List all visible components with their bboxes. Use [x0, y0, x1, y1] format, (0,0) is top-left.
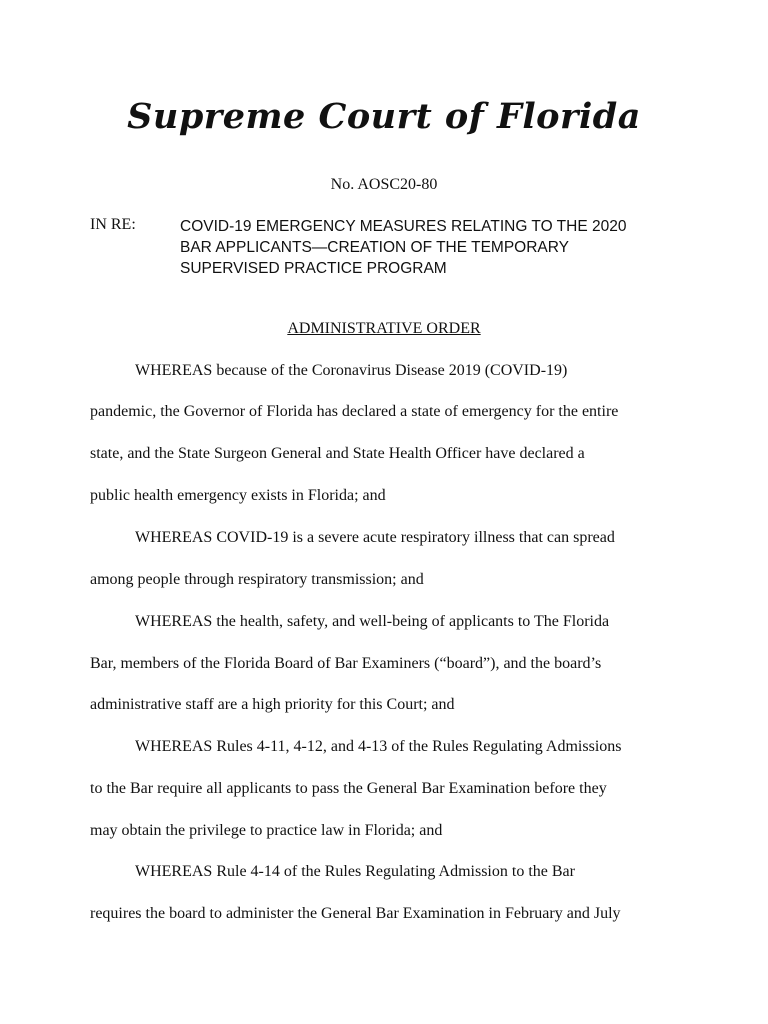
in-re-line: BAR APPLICANTS—CREATION OF THE TEMPORARY	[180, 239, 570, 256]
in-re-line: SUPERVISED PRACTICE PROGRAM	[180, 260, 447, 277]
body-line: administrative staff are a high priority for this Court; and	[90, 696, 455, 713]
body-line: public health emergency exists in Florida; and	[90, 487, 386, 504]
body-line: WHEREAS Rule 4-14 of the Rules Regulating Admission to the Bar	[135, 863, 575, 880]
body-line: pandemic, the Governor of Florida has declared a state of emergency for the entire	[90, 403, 619, 420]
body-line: WHEREAS because of the Coronavirus Disease 2019 (COVID-19)	[135, 362, 568, 379]
body-line: WHEREAS COVID-19 is a severe acute respiratory illness that can spread	[135, 529, 615, 546]
in-re-caption	[180, 216, 700, 279]
order-heading: ADMINISTRATIVE ORDER	[287, 320, 481, 337]
body-line: may obtain the privilege to practice law in Florida; and	[90, 822, 443, 839]
court-title: Supreme Court of Florida	[127, 96, 641, 137]
body-line: WHEREAS Rules 4-11, 4-12, and 4-13 of the Rules Regulating Admissions	[135, 738, 622, 755]
body-line: requires the board to administer the General Bar Examination in February and July	[90, 905, 621, 922]
case-number: No. AOSC20-80	[330, 176, 438, 193]
in-re-label: IN RE:	[90, 216, 136, 233]
body-line: Bar, members of the Florida Board of Bar Examiners (“board”), and the board’s	[90, 655, 602, 672]
body-line: state, and the State Surgeon General and State Health Officer have declared a	[90, 445, 585, 462]
body-line: WHEREAS the health, safety, and well-being of applicants to The Florida	[135, 613, 610, 630]
in-re-line: COVID-19 EMERGENCY MEASURES RELATING TO THE 2020	[180, 218, 627, 235]
body-line: to the Bar require all applicants to pass the General Bar Examination before they	[90, 780, 607, 797]
body-line: among people through respiratory transmission; and	[90, 571, 424, 588]
